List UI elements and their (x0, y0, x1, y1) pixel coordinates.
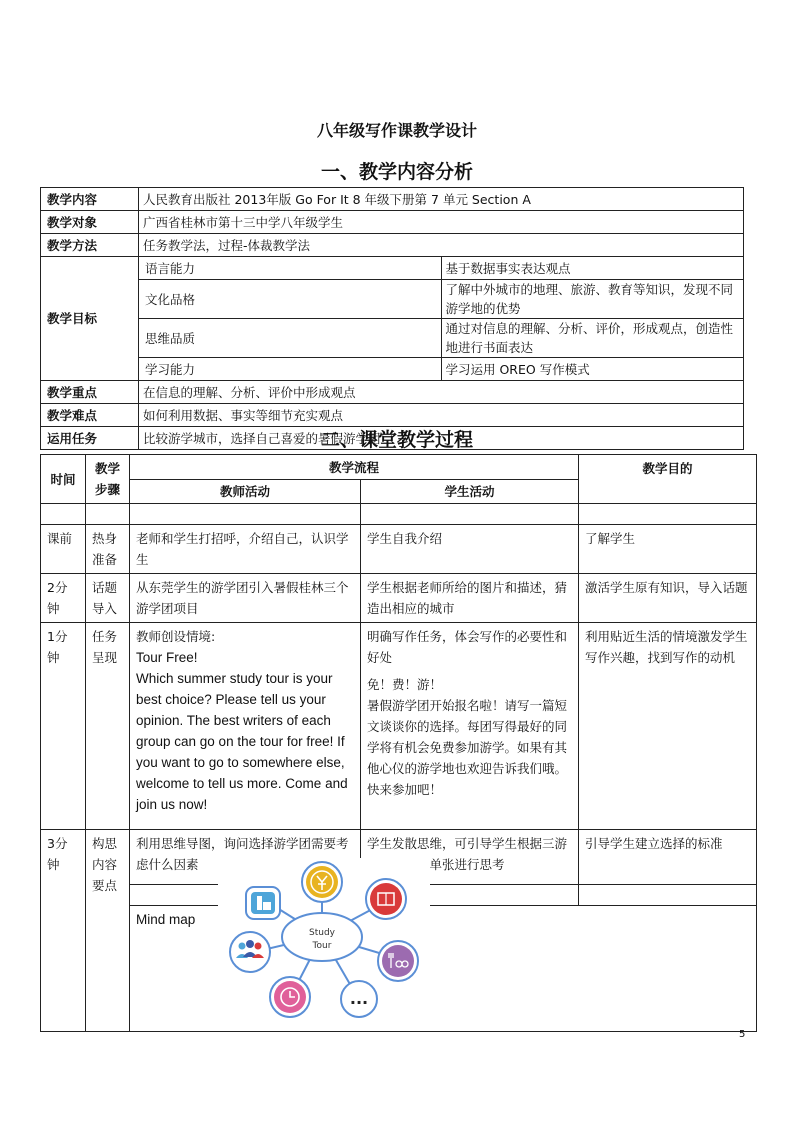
empty-cell (41, 504, 86, 525)
table-row (41, 574, 757, 623)
mindmap-label: Mind map (136, 912, 196, 927)
header-student: 学生活动 (361, 480, 579, 504)
people-icon (230, 932, 270, 972)
cell-step: 构思内容要点 (86, 830, 130, 1032)
label-object: 教学对象 (41, 211, 139, 234)
goal-name: 学习能力 (139, 358, 442, 381)
table-row (41, 234, 744, 257)
empty-cell (579, 885, 757, 906)
cell-student: 学生根据老师所给的图片和描述，猜造出相应的城市 (361, 574, 579, 623)
cell-step: 话题导入 (86, 574, 130, 623)
table-row (41, 211, 744, 234)
value-key-point: 在信息的理解、分析、评价中形成观点 (139, 381, 744, 404)
goal-name: 文化品格 (139, 280, 442, 319)
cell-teacher: 利用思维导图，询问选择游学团需要考虑什么因素 (130, 830, 361, 885)
empty-cell (579, 504, 757, 525)
clock-icon (270, 977, 310, 1017)
header-teacher: 教师活动 (130, 480, 361, 504)
cell-teacher (130, 623, 361, 830)
goal-name: 思维品质 (139, 319, 442, 358)
cell-purpose: 利用贴近生活的情境激发学生写作兴趣，找到写作的动机 (579, 623, 757, 830)
mindmap-more-text: ... (349, 989, 369, 1008)
mindmap-center-text-2: Tour (312, 941, 332, 951)
cell-teacher: 老师和学生打招呼，介绍自己，认识学生 (130, 525, 361, 574)
table-row (41, 257, 744, 280)
table-row (41, 280, 744, 319)
empty-cell (361, 504, 579, 525)
cell-time: 1分钟 (41, 623, 86, 830)
document-title: 八年级写作课教学设计 (316, 121, 477, 140)
goal-value: 学习运用 OREO 写作模式 (441, 358, 744, 381)
food-icon (378, 941, 418, 981)
header-step: 教学步骤 (86, 455, 130, 504)
cell-student: 学生自我介绍 (361, 525, 579, 574)
mind-map-diagram (218, 858, 430, 1018)
table-row (41, 319, 744, 358)
cell-time: 2分钟 (41, 574, 86, 623)
cell-time: 3分钟 (41, 830, 86, 1032)
cell-purpose: 了解学生 (579, 525, 757, 574)
student-notice: 暑假游学团开始报名啦！请写一篇短文谈谈你的选择。每团写得最好的同学将有机会免费参加游学。如果有其他心仪的游学地也欢迎告诉我们哦。快来参加吧！ (367, 698, 568, 797)
table-row (41, 404, 744, 427)
header-purpose: 教学目的 (579, 455, 757, 504)
student-slogan: 免！费！游！ (367, 677, 443, 692)
value-task: 比较游学城市，选择自己喜爱的暑假游学团 (139, 427, 744, 450)
label-key-point: 教学重点 (41, 381, 139, 404)
table-row (41, 455, 757, 480)
empty-cell (130, 504, 361, 525)
empty-cell (86, 504, 130, 525)
page-number: 5 (739, 1029, 746, 1040)
cell-step: 热身准备 (86, 525, 130, 574)
cell-student (361, 623, 579, 830)
cell-student: 学生发散思维，可引导学生根据三游学团的宣传单张进行思考 (361, 830, 579, 885)
label-content: 教学内容 (41, 188, 139, 211)
cell-teacher: 从东莞学生的游学团引入暑假桂林三个游学团项目 (130, 574, 361, 623)
goal-value: 通过对信息的理解、分析、评价，形成观点，创造性地进行书面表达 (441, 319, 744, 358)
goal-value: 了解中外城市的地理、旅游、教育等知识，发现不同游学地的优势 (441, 280, 744, 319)
label-method: 教学方法 (41, 234, 139, 257)
section-title-analysis: 一、教学内容分析 (320, 161, 473, 183)
content-analysis-table (40, 187, 744, 450)
table-row (41, 381, 744, 404)
teacher-context-english: Tour Free! Which summer study tour is your best choice? Please tell us your opinion. The best writers of each group can go on the tour for free! If you want to go to somewhere else, welcome to tell us more. Come and join us now! (136, 650, 348, 812)
teacher-context-head: 教师创设情境: (136, 629, 216, 644)
table-row (41, 525, 757, 574)
label-task: 运用任务 (41, 427, 139, 450)
value-difficulty: 如何利用数据、事实等细节充实观点 (139, 404, 744, 427)
goal-value: 基于数据事实表达观点 (441, 257, 744, 280)
table-row (41, 188, 744, 211)
book-icon (366, 879, 406, 919)
table-row (41, 504, 757, 525)
value-method: 任务教学法，过程-体裁教学法 (139, 234, 744, 257)
cell-purpose: 引导学生建立选择的标准 (579, 830, 757, 885)
coin-icon (302, 862, 342, 902)
value-content: 人民教育出版社 2013年版 Go For It 8 年级下册第 7 单元 Section A (139, 188, 744, 211)
more-icon (341, 981, 377, 1017)
label-goals: 教学目标 (41, 257, 139, 381)
student-task-text: 明确写作任务，体会写作的必要性和好处 (367, 629, 568, 665)
header-time: 时间 (41, 455, 86, 504)
mindmap-center-text-1: Study (309, 928, 335, 938)
table-row (41, 358, 744, 381)
goal-name: 语言能力 (139, 257, 442, 280)
section-title-process: 二、课堂教学过程 (320, 429, 473, 451)
cell-time: 课前 (41, 525, 86, 574)
value-object: 广西省桂林市第十三中学八年级学生 (139, 211, 744, 234)
cell-step: 任务呈现 (86, 623, 130, 830)
table-row (41, 623, 757, 830)
cell-purpose: 激活学生原有知识，导入话题 (579, 574, 757, 623)
label-difficulty: 教学难点 (41, 404, 139, 427)
building-icon (246, 887, 280, 919)
header-flow: 教学流程 (130, 455, 579, 480)
